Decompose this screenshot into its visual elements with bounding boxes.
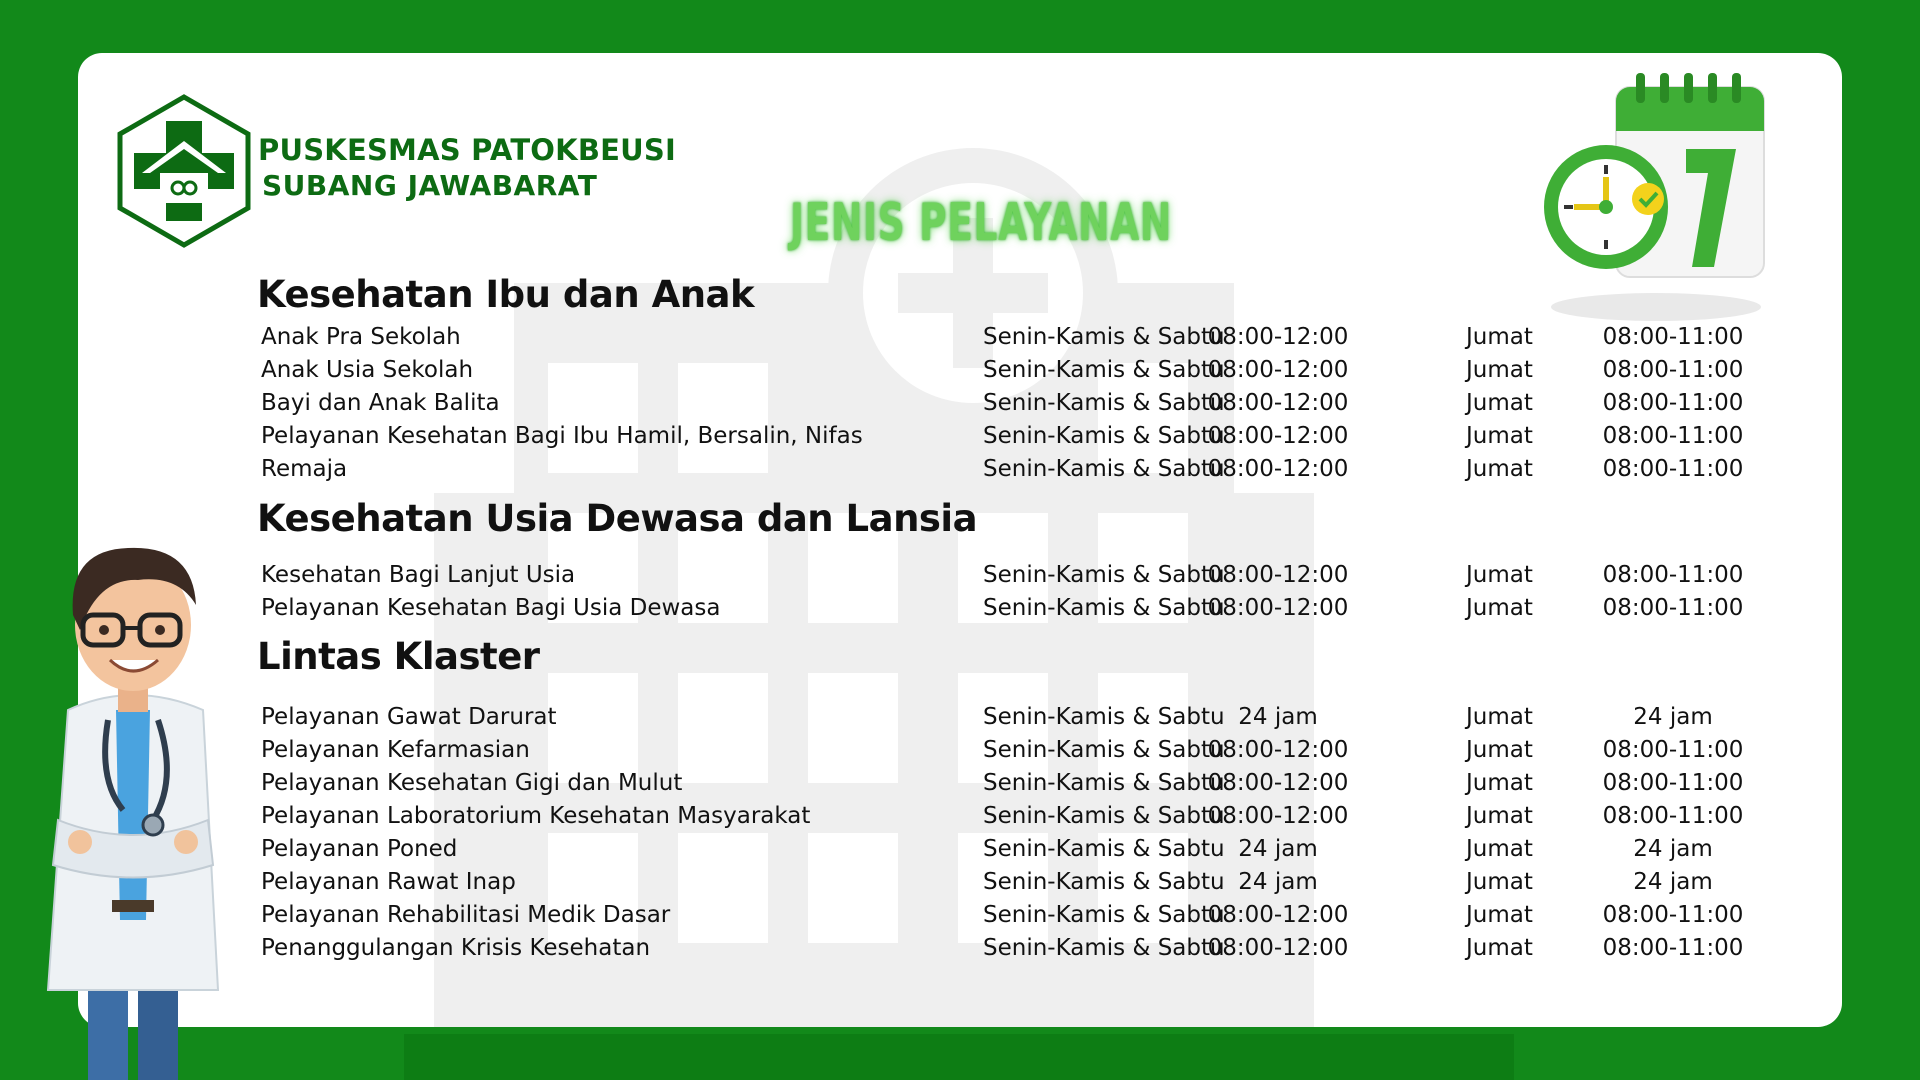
service-days: Senin-Kamis & Sabtu <box>983 324 1225 350</box>
friday-hours: 08:00-11:00 <box>1602 595 1744 621</box>
friday-hours: 08:00-11:00 <box>1602 357 1744 383</box>
service-name: Pelayanan Kefarmasian <box>261 737 530 763</box>
friday-label: Jumat <box>1466 803 1533 829</box>
service-name: Pelayanan Gawat Darurat <box>261 704 557 730</box>
friday-label: Jumat <box>1466 737 1533 763</box>
friday-label: Jumat <box>1466 770 1533 796</box>
service-name: Pelayanan Laboratorium Kesehatan Masyarakat <box>261 803 811 829</box>
page-title: JENIS PELAYANAN <box>790 193 1172 253</box>
friday-hours: 08:00-11:00 <box>1602 562 1744 588</box>
table-row <box>78 562 1842 595</box>
service-name: Pelayanan Kesehatan Bagi Usia Dewasa <box>261 595 721 621</box>
service-days: Senin-Kamis & Sabtu <box>983 737 1225 763</box>
friday-label: Jumat <box>1466 390 1533 416</box>
service-name: Pelayanan Rehabilitasi Medik Dasar <box>261 902 671 928</box>
friday-hours: 24 jam <box>1633 869 1713 895</box>
table-row <box>78 456 1842 489</box>
friday-label: Jumat <box>1466 869 1533 895</box>
org-name: PUSKESMAS PATOKBEUSI <box>258 133 676 167</box>
table-row <box>78 390 1842 423</box>
service-days: Senin-Kamis & Sabtu <box>983 704 1225 730</box>
friday-label: Jumat <box>1466 423 1533 449</box>
table-row <box>78 704 1842 737</box>
friday-hours: 24 jam <box>1633 704 1713 730</box>
table-row <box>78 595 1842 628</box>
service-name: Pelayanan Kesehatan Gigi dan Mulut <box>261 770 683 796</box>
service-hours: 24 jam <box>1238 704 1318 730</box>
friday-hours: 08:00-11:00 <box>1602 770 1744 796</box>
section-title: Lintas Klaster <box>257 635 540 678</box>
friday-hours: 08:00-11:00 <box>1602 803 1744 829</box>
service-hours: 08:00-12:00 <box>1207 324 1349 350</box>
table-row <box>78 836 1842 869</box>
friday-hours: 08:00-11:00 <box>1602 324 1744 350</box>
service-days: Senin-Kamis & Sabtu <box>983 902 1225 928</box>
section-title: Kesehatan Usia Dewasa dan Lansia <box>257 497 978 540</box>
service-days: Senin-Kamis & Sabtu <box>983 357 1225 383</box>
service-name: Anak Pra Sekolah <box>261 324 461 350</box>
table-row <box>78 869 1842 902</box>
table-row <box>78 770 1842 803</box>
service-hours: 08:00-12:00 <box>1207 595 1349 621</box>
service-hours: 08:00-12:00 <box>1207 737 1349 763</box>
friday-hours: 08:00-11:00 <box>1602 390 1744 416</box>
friday-label: Jumat <box>1466 456 1533 482</box>
friday-hours: 24 jam <box>1633 836 1713 862</box>
service-hours: 08:00-12:00 <box>1207 562 1349 588</box>
bottom-strip <box>404 1034 1514 1080</box>
service-name: Kesehatan Bagi Lanjut Usia <box>261 562 576 588</box>
service-days: Senin-Kamis & Sabtu <box>983 836 1225 862</box>
service-days: Senin-Kamis & Sabtu <box>983 562 1225 588</box>
service-days: Senin-Kamis & Sabtu <box>983 423 1225 449</box>
service-days: Senin-Kamis & Sabtu <box>983 456 1225 482</box>
service-days: Senin-Kamis & Sabtu <box>983 869 1225 895</box>
calendar-clock-icon <box>1536 67 1776 327</box>
doctor-illustration <box>28 520 238 1080</box>
service-name: Pelayanan Kesehatan Bagi Ibu Hamil, Bersalin, Nifas <box>261 423 863 449</box>
friday-hours: 08:00-11:00 <box>1602 902 1744 928</box>
table-row <box>78 935 1842 968</box>
table-row <box>78 324 1842 357</box>
friday-label: Jumat <box>1466 935 1533 961</box>
friday-hours: 08:00-11:00 <box>1602 423 1744 449</box>
service-hours: 08:00-12:00 <box>1207 423 1349 449</box>
hospital-cross-logo-icon <box>114 93 254 249</box>
schedule-card <box>78 53 1842 1027</box>
org-region: SUBANG JAWABARAT <box>262 169 598 202</box>
service-hours: 08:00-12:00 <box>1207 456 1349 482</box>
service-name: Pelayanan Rawat Inap <box>261 869 516 895</box>
table-row <box>78 357 1842 390</box>
service-hours: 08:00-12:00 <box>1207 902 1349 928</box>
service-hours: 08:00-12:00 <box>1207 770 1349 796</box>
service-name: Anak Usia Sekolah <box>261 357 474 383</box>
friday-label: Jumat <box>1466 902 1533 928</box>
friday-label: Jumat <box>1466 562 1533 588</box>
friday-label: Jumat <box>1466 704 1533 730</box>
friday-label: Jumat <box>1466 836 1533 862</box>
service-name: Pelayanan Poned <box>261 836 458 862</box>
service-name: Penanggulangan Krisis Kesehatan <box>261 935 651 961</box>
table-row <box>78 803 1842 836</box>
friday-hours: 08:00-11:00 <box>1602 737 1744 763</box>
service-days: Senin-Kamis & Sabtu <box>983 595 1225 621</box>
service-hours: 08:00-12:00 <box>1207 935 1349 961</box>
friday-hours: 08:00-11:00 <box>1602 456 1744 482</box>
service-hours: 24 jam <box>1238 869 1318 895</box>
friday-label: Jumat <box>1466 357 1533 383</box>
service-days: Senin-Kamis & Sabtu <box>983 390 1225 416</box>
service-hours: 08:00-12:00 <box>1207 803 1349 829</box>
service-days: Senin-Kamis & Sabtu <box>983 935 1225 961</box>
service-hours: 24 jam <box>1238 836 1318 862</box>
service-hours: 08:00-12:00 <box>1207 357 1349 383</box>
table-row <box>78 902 1842 935</box>
service-days: Senin-Kamis & Sabtu <box>983 770 1225 796</box>
section-title: Kesehatan Ibu dan Anak <box>257 273 755 316</box>
friday-label: Jumat <box>1466 324 1533 350</box>
table-row <box>78 423 1842 456</box>
friday-hours: 08:00-11:00 <box>1602 935 1744 961</box>
friday-label: Jumat <box>1466 595 1533 621</box>
service-days: Senin-Kamis & Sabtu <box>983 803 1225 829</box>
table-row <box>78 737 1842 770</box>
service-name: Bayi dan Anak Balita <box>261 390 500 416</box>
service-name: Remaja <box>261 456 348 482</box>
service-hours: 08:00-12:00 <box>1207 390 1349 416</box>
